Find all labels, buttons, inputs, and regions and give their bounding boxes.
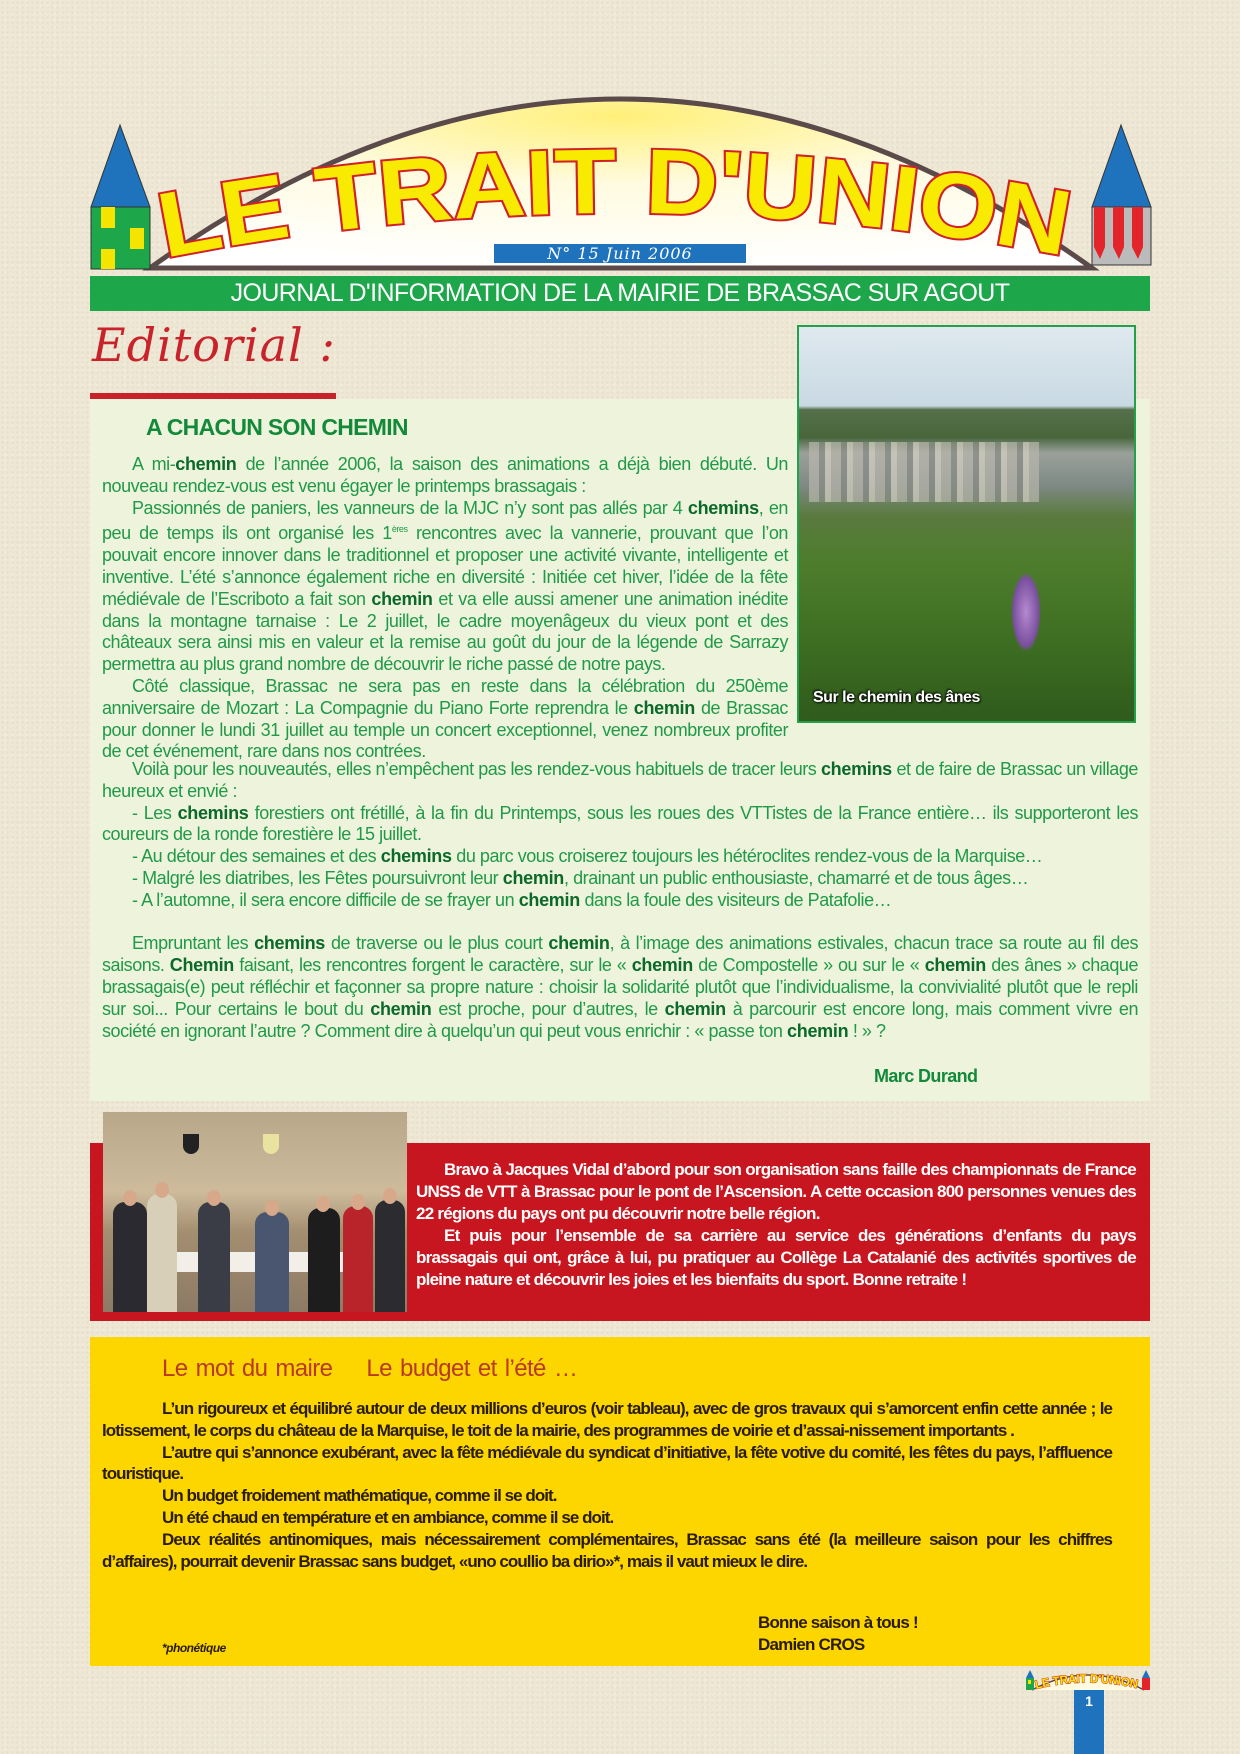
keyword-highlight: chemins xyxy=(254,933,326,954)
text-run: A mi- xyxy=(132,454,176,474)
text-run: , en peu de temps ils ont organisé les 1 xyxy=(102,497,788,544)
keyword-highlight: chemin xyxy=(370,998,432,1019)
masthead-subtitle: JOURNAL D'INFORMATION DE LA MAIRIE DE BRASSAC SUR AGOUT xyxy=(90,276,1150,311)
keyword-highlight: chemin xyxy=(371,588,433,609)
text-run: - Au détour des semaines et des xyxy=(132,846,381,867)
tribute-paragraph: Bravo à Jacques Vidal d’abord pour son organisation sans faille des championnats de France UNSS de VTT à Brassac pour le pont de l’Ascension. A cette occasion 800 personnes venues des 22 régions du pays ont pu découvrir notre belle région. xyxy=(416,1160,1136,1223)
article-title: A CHACUN SON CHEMIN xyxy=(146,414,408,440)
section-title: Editorial : xyxy=(92,318,336,372)
paragraph xyxy=(102,933,1138,1042)
paragraph xyxy=(102,890,1138,912)
paragraph xyxy=(102,759,1138,803)
mayor-signoff xyxy=(758,1612,918,1656)
keyword-highlight: Chemin xyxy=(169,955,234,976)
mayor-paragraph: Un budget froidement mathématique, comme il se doit. xyxy=(162,1486,557,1506)
mayor-closing: Bonne saison à tous ! xyxy=(758,1613,918,1632)
photo-orchid xyxy=(1011,572,1041,652)
text-run: du parc vous croiserez toujours les hétéroclites rendez-vous de la Marquise… xyxy=(451,846,1043,867)
text-run: , à l’image des animations estivales, chacun trace sa route au fil des saisons. xyxy=(102,933,1138,976)
text-run: - A l’automne, il sera encore difficile de se frayer un xyxy=(132,889,519,910)
keyword-highlight: chemin xyxy=(502,867,564,888)
paragraph xyxy=(102,454,788,498)
page-number: 1 xyxy=(1074,1690,1104,1754)
keyword-highlight: chemins xyxy=(820,759,892,779)
paragraph xyxy=(102,676,788,763)
text-run: forestiers ont frétillé, à la fin du Printemps, sous les roues des VTTistes de la France entière… ils supporteront les coureurs de la ronde forestière le 15 juillet. xyxy=(102,802,1138,845)
left-tower-icon xyxy=(91,125,150,269)
superscript: ères xyxy=(391,524,408,535)
keyword-highlight: chemin xyxy=(631,955,693,976)
editorial-body-bottom xyxy=(102,759,1138,1042)
keyword-highlight: chemins xyxy=(380,846,452,867)
text-run: - Malgré les diatribes, les Fêtes poursuivront leur xyxy=(132,867,503,888)
mayor-heading-label: Le mot du maire xyxy=(162,1355,333,1382)
mayor-paragraph: L’un rigoureux et équilibré autour de deux millions d’euros (voir tableau), avec de gros travaux qui s’amorcent enfin cette année ; le lotissement, le corps du château de la Marquise, le toit de la mairie, des programmes de voirie et d’assai-nissement importants . xyxy=(102,1399,1112,1440)
right-tower-icon xyxy=(1092,125,1151,265)
keyword-highlight: chemin xyxy=(175,454,237,474)
mayor-text xyxy=(102,1398,1112,1572)
text-run: de Compostelle » ou sur le « xyxy=(692,955,925,976)
text-run: de Brassac pour donner le lundi 31 juillet au temple un concert exceptionnel, venez nombreux profiter de cet événement, rare dans nos contrées. xyxy=(102,697,788,762)
keyword-highlight: chemin xyxy=(548,933,610,954)
paragraph xyxy=(102,498,788,676)
text-run: Passionnés de paniers, les vanneurs de la MJC n’y sont pas allés par 4 xyxy=(132,497,688,518)
keyword-highlight: chemin xyxy=(924,955,986,976)
text-run: Voilà pour les nouveautés, elles n’empêchent pas les rendez-vous habituels de tracer leurs xyxy=(132,759,821,779)
landscape-photo xyxy=(797,325,1136,723)
text-run: Côté classique, Brassac ne sera pas en reste dans la célébration du 250ème anniversaire de Mozart : La Compagnie du Piano Forte reprendra le xyxy=(102,675,788,718)
editorial-body-top xyxy=(102,454,788,763)
paragraph xyxy=(102,846,1138,868)
mayor-paragraph: Deux réalités antinomiques, mais nécessairement complémentaires, Brassac sans été (la meilleure saison pour les chiffres d’affaires), pourrait devenir Brassac sans budget, «uno coullio ba dirio»*, mais il vaut mieux le dire. xyxy=(102,1529,1112,1571)
issue-badge: N° 15 Juin 2006 xyxy=(494,244,746,263)
paragraph xyxy=(102,912,1138,934)
keyword-highlight: chemin xyxy=(664,998,726,1019)
text-run: dans la foule des visiteurs de Patafolie… xyxy=(579,889,892,910)
photo-town xyxy=(809,442,1039,502)
text-run: et de faire de Brassac un village heureux et envié : xyxy=(102,759,1138,801)
mayor-heading xyxy=(162,1355,611,1383)
text-run: à parcourir est encore long, mais comment vivre en société en ignorant l’autre ? Comment dire à quelqu’un qui peut vous enrichir : « passe ton xyxy=(102,998,1139,1041)
text-run: des ânes » chaque brassagais(e) peut réfléchir et façonner sa propre nature : choisir la solidarité plutôt que l’individualisme, la convivialité plutôt que le repli sur soi... Pour certains le bout du xyxy=(102,955,1139,1019)
footer-logo xyxy=(1024,1666,1152,1692)
text-run: de traverse ou le plus court xyxy=(325,933,549,954)
text-run: de l’année 2006, la saison des animations a déjà bien débuté. Un nouveau rendez-vous est venu égayer le printemps brassagais : xyxy=(102,454,788,496)
keyword-highlight: chemin xyxy=(633,697,695,718)
keyword-highlight: chemins xyxy=(177,802,249,823)
text-run: - Les xyxy=(132,802,178,823)
text-run: rencontres avec la vannerie, prouvant que l’on pouvait encore innover dans le traditionnel et proposer une activité vivante, intelligente et inventive. L’été s’annonce également riche en diversité : Initiée cet hiver, l’idée de la fête médiévale de l’Escriboto a fait son xyxy=(102,523,788,609)
keyword-highlight: chemin xyxy=(518,889,580,910)
keyword-highlight: chemin xyxy=(787,1020,849,1041)
editorial-signature: Marc Durand xyxy=(874,1066,978,1086)
mayor-paragraph: Un été chaud en température et en ambiance, comme il se doit. xyxy=(162,1507,614,1527)
text-run: et va elle aussi amener une animation inédite dans la montagne tarnaise : Le 2 juillet, le cadre moyenâgeux du vieux pont et des châteaux sera ainsi mis en valeur et la remise au goût du jour de la légende de Sarrazy permettra au plus grand nombre de découvrir le riche passé de notre pays. xyxy=(102,588,789,675)
paragraph xyxy=(102,803,1138,847)
photo-caption: Sur le chemin des ânes xyxy=(813,689,980,706)
mayor-signature: Damien CROS xyxy=(758,1634,865,1654)
masthead-title: LE TRAIT D'UNION xyxy=(150,130,1073,275)
text-run: , drainant un public enthousiaste, chamarré et de tous âges… xyxy=(563,867,1029,888)
paragraph xyxy=(102,868,1138,890)
masthead-logo xyxy=(0,0,1240,275)
tribute-paragraph: Et puis pour l’ensemble de sa carrière au service des générations d’enfants du pays brassagais qui ont, grâce à lui, pu pratiquer au Collège La Catalanié des activités sportives de pleine nature et découvrir les joies et les bienfaits du sport. Bonne retraite ! xyxy=(416,1226,1136,1289)
tribute-text xyxy=(416,1159,1136,1291)
keyword-highlight: chemins xyxy=(687,497,759,518)
footnote: *phonétique xyxy=(162,1641,226,1655)
text-run: ! » ? xyxy=(848,1020,886,1041)
text-run: Empruntant les xyxy=(132,933,255,954)
reception-photo xyxy=(103,1112,407,1312)
mayor-paragraph: L’autre qui s’annonce exubérant, avec la fête médiévale du syndicat d’initiative, la fête votive du comité, les fêtes du pays, l’affluence touristique. xyxy=(102,1442,1112,1484)
text-run: est proche, pour d’autres, le xyxy=(431,998,665,1019)
svg-text:LE TRAIT D'UNION: LE TRAIT D'UNION xyxy=(1033,1671,1140,1692)
mayor-subheading: Le budget et l’été … xyxy=(366,1355,578,1382)
text-run: faisant, les rencontres forgent le caractère, sur le « xyxy=(233,955,632,976)
